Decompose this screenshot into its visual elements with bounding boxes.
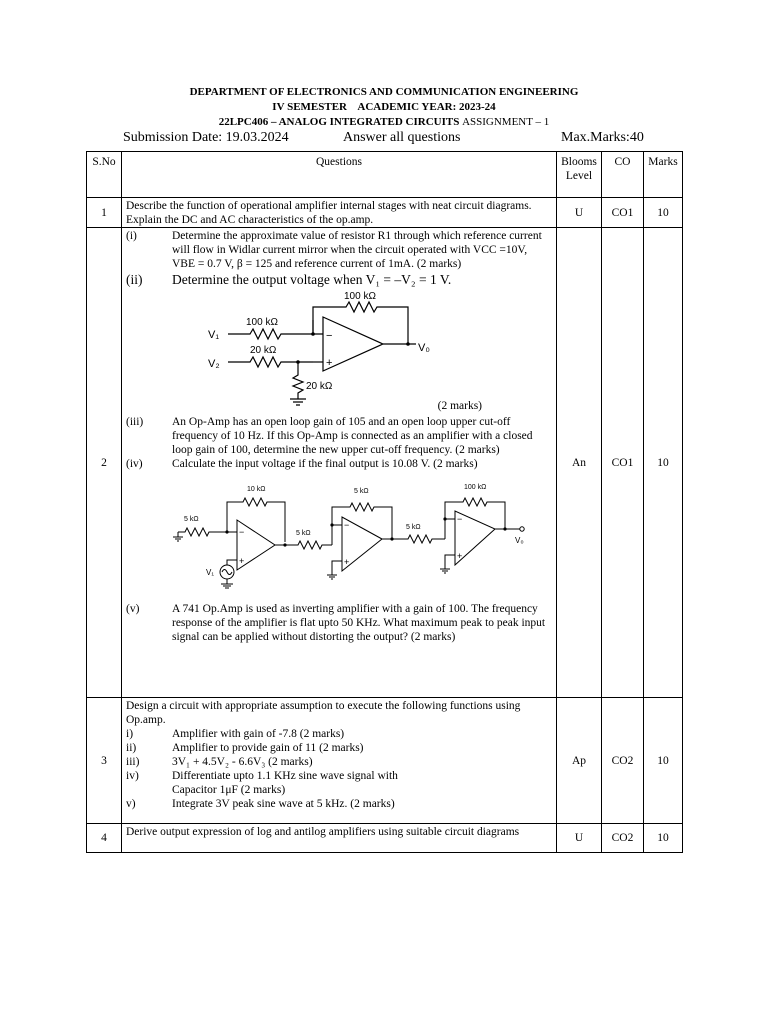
label-r3: 20 kΩ <box>306 381 333 392</box>
minus-sign: − <box>239 527 245 537</box>
sub-question <box>126 273 552 287</box>
course-line <box>0 116 768 128</box>
question-text: Describe the function of operational amplifier internal stages with neat circuit diagrams. Explain the DC and AC characteristics of the op.amp. <box>122 198 557 228</box>
marks: 10 <box>644 824 683 853</box>
item-text: 3V₁ + 4.5V₂ - 6.6V₃ (2 marks) <box>172 756 313 768</box>
marks: 10 <box>644 228 683 698</box>
table-row <box>87 824 683 853</box>
instruction: Answer all questions <box>343 130 461 145</box>
sub-number: (iv) <box>126 458 143 470</box>
sub-number: (i) <box>126 230 137 242</box>
list-item <box>126 741 552 755</box>
row-number: 3 <box>87 698 122 824</box>
question-intro: Design a circuit with appropriate assumption to execute the following functions using Op.amp. <box>126 700 521 726</box>
minus-sign: − <box>457 514 463 524</box>
department-title: DEPARTMENT OF ELECTRONICS AND COMMUNICATION ENGINEERING <box>189 86 579 98</box>
questions-table <box>86 151 683 853</box>
header-questions: Questions <box>122 152 557 198</box>
item-text: Amplifier to provide gain of 11 (2 marks) <box>172 742 364 754</box>
sub-number: (v) <box>126 603 140 615</box>
row-number: 1 <box>87 198 122 228</box>
header-marks: Marks <box>644 152 683 198</box>
label-r2: 5 kΩ <box>296 530 311 537</box>
submission-date: Submission Date: 19.03.2024 <box>123 130 289 145</box>
list-item <box>126 797 552 811</box>
sub-text: Determine the output voltage when V₁ = –V₂ = 1 V. <box>172 272 452 287</box>
course-outcome: CO1 <box>602 198 644 228</box>
label-vo: V₀ <box>515 536 524 545</box>
item-number: v) <box>126 798 136 810</box>
item-text: Amplifier with gain of -7.8 (2 marks) <box>172 728 345 740</box>
blooms-level: U <box>557 198 602 228</box>
label-v2: V₂ <box>208 358 220 370</box>
sub-text: Determine the approximate value of resistor R1 through which reference current will flow in Widlar current mirror when the circuit operated with VCC =10V, VBE = 0.7 V, β = 125 and reference current of 1mA. (2 marks) <box>172 230 542 270</box>
plus-sign: + <box>326 357 333 369</box>
sub-question <box>126 229 552 271</box>
marks: 10 <box>644 198 683 228</box>
list-item <box>126 727 552 741</box>
list-item <box>126 755 552 769</box>
label-r1: 100 kΩ <box>246 317 278 328</box>
assignment-label: ASSIGNMENT – 1 <box>462 116 550 128</box>
sub-text: An Op-Amp has an open loop gain of 105 and an open loop upper cut-off frequency of 10 Hz. If this Op-Amp is connected as an amplifier with a closed loop gain of 100, determine the new upper cut-off frequency. (2 marks) <box>172 416 533 456</box>
list-item <box>126 769 552 797</box>
label-rf: 100 kΩ <box>344 291 376 302</box>
sub-text: A 741 Op.Amp is used as inverting amplifier with a gain of 100. The frequency response of the amplifier is flat upto 50 KHz. What maximum peak to peak input signal can be applied without distorting the output? (2 marks) <box>172 603 546 643</box>
table-row <box>87 698 683 824</box>
table-row <box>87 198 683 228</box>
semester-year: IV SEMESTER ACADEMIC YEAR: 2023-24 <box>272 101 496 113</box>
blooms-level: An <box>557 228 602 698</box>
label-vin: V₁ <box>206 568 215 577</box>
plus-sign: + <box>457 551 463 561</box>
blooms-level: U <box>557 824 602 853</box>
row-number: 2 <box>87 228 122 698</box>
plus-sign: + <box>239 556 245 566</box>
course-title: 22LPC406 – ANALOG INTEGRATED CIRCUITS <box>218 116 460 128</box>
summing-amplifier-circuit <box>198 287 498 407</box>
item-number: i) <box>126 728 134 740</box>
row-number: 4 <box>87 824 122 853</box>
label-r2: 20 kΩ <box>250 345 277 356</box>
item-number: iv) <box>126 770 139 782</box>
item-text: Integrate 3V peak sine wave at 5 kHz. (2 marks) <box>172 798 395 810</box>
course-outcome: CO2 <box>602 698 644 824</box>
table-row <box>87 228 683 698</box>
course-outcome: CO1 <box>602 228 644 698</box>
label-rf1: 10 kΩ <box>247 486 266 493</box>
header-sno: S.No <box>87 152 122 198</box>
item-number: ii) <box>126 742 137 754</box>
cascaded-amplifier-circuit <box>170 477 550 592</box>
minus-sign: − <box>326 330 333 342</box>
label-r3: 5 kΩ <box>406 524 421 531</box>
sub-question <box>126 602 552 644</box>
sub-question <box>126 457 552 471</box>
label-rf2: 5 kΩ <box>354 488 369 495</box>
course-outcome: CO2 <box>602 824 644 853</box>
marks: 10 <box>644 698 683 824</box>
sub-number: (iii) <box>126 416 144 428</box>
sub-number: (ii) <box>126 272 143 287</box>
header-blooms: Blooms Level <box>557 152 602 198</box>
item-text: Differentiate upto 1.1 KHz sine wave signal with Capacitor 1μF (2 marks) <box>172 770 398 796</box>
sub-text: Calculate the input voltage if the final output is 10.08 V. (2 marks) <box>172 458 478 470</box>
sub-marks: (2 marks) <box>437 400 482 412</box>
label-rin: 5 kΩ <box>184 516 199 523</box>
table-header-row <box>87 152 683 198</box>
question-2-cell <box>122 228 557 698</box>
blooms-level: Ap <box>557 698 602 824</box>
question-3-cell <box>122 698 557 824</box>
label-v1: V₁ <box>208 329 220 341</box>
item-number: iii) <box>126 756 140 768</box>
max-marks: Max.Marks:40 <box>561 130 644 145</box>
question-text: Derive output expression of log and antilog amplifiers using suitable circuit diagrams <box>122 824 557 853</box>
label-rf3: 100 kΩ <box>464 484 487 491</box>
header-co: CO <box>602 152 644 198</box>
label-vo: V₀ <box>418 342 430 354</box>
minus-sign: − <box>344 520 350 530</box>
plus-sign: + <box>344 557 350 567</box>
sub-question <box>126 415 552 457</box>
